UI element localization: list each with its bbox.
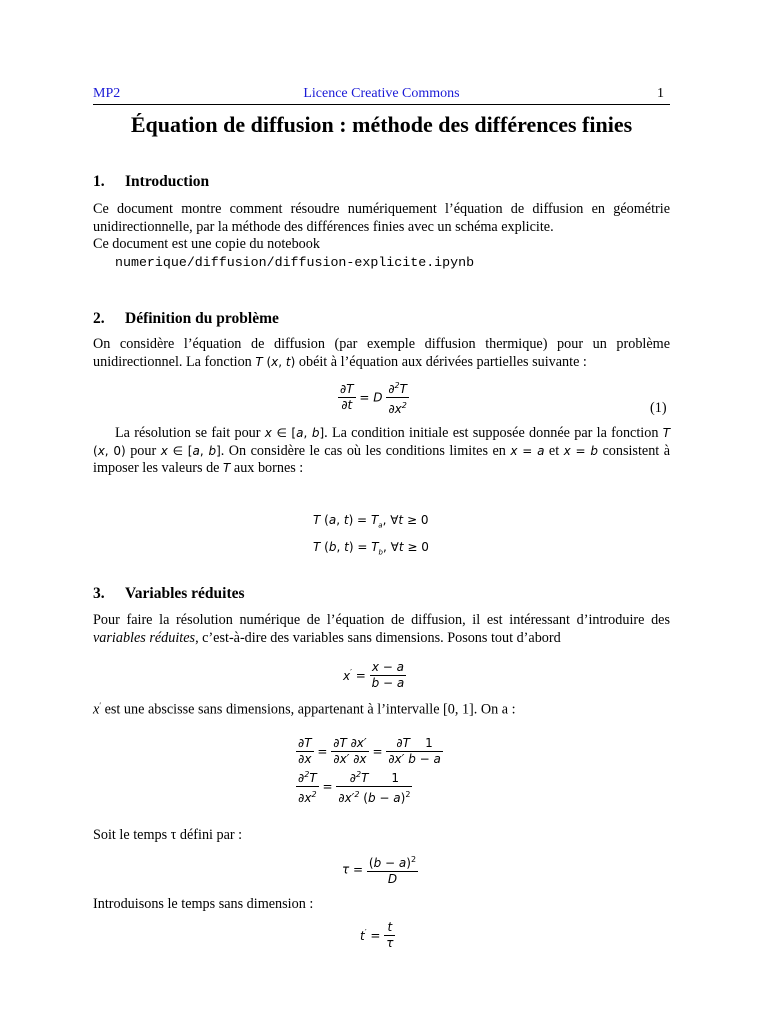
reduced-emphasis: variables réduites xyxy=(93,629,196,646)
reduced-paragraph-2: x′ est une abscisse sans dimensions, appartenant à l’intervalle [0, 1]. On a : xyxy=(93,701,516,718)
problem-text-c: La résolution se fait pour xyxy=(115,425,261,441)
reduced-text-a: Pour faire la résolution numérique de l’équation de diffusion, il est intéressant d’introduire des xyxy=(93,612,670,628)
problem-text-e: pour xyxy=(130,442,157,459)
problem-paragraph-1: On considère l’équation de diffusion (par exemple diffusion thermique) pour un problème unidirectionnel. La fonction T (x, t) obéit à l’équation aux dérivées partielles suivante : xyxy=(93,336,670,370)
header-course: MP2 xyxy=(93,86,121,101)
section-title: Variables réduites xyxy=(125,585,245,602)
boundary-conditions: T (a, $t) = T_a$, ∀t ≥ 0 T (b, $t) = T_b$, ∀t ≥ 0 xyxy=(313,513,429,557)
problem-text-a: On considère l’équation de diffusion (par exemple diffusion thermique) pour un problème unidirectionnel. La fonction xyxy=(93,336,670,370)
section-heading-reduced-variables xyxy=(93,585,245,603)
problem-text-i: aux bornes : xyxy=(233,460,304,476)
section-title: Introduction xyxy=(125,173,210,190)
problem-text-h: consistent à imposer les valeurs de xyxy=(93,442,671,476)
page-header xyxy=(93,86,670,104)
problem-text-g: et xyxy=(548,442,560,459)
diffusion-equation: $\frac{\partial T}{\partial t}$ = D $\frac{\partial^2T}{\partial x^2}$ xyxy=(340,381,407,416)
intro-notebook-text: Ce document est une copie du notebook xyxy=(93,236,320,252)
reduced-text-c: est une abscisse sans dimensions, appartenant à l’intervalle [0, 1]. On a : xyxy=(104,701,516,718)
reduced-x-equation: x′ = $\frac{x - a}{b - a}$ xyxy=(343,660,405,690)
reduced-paragraph-3: Soit le temps τ défini par : xyxy=(93,827,243,843)
header-page-number: 1 xyxy=(657,86,664,101)
problem-text-d: . La condition initiale est supposée donnée par la fonction xyxy=(324,425,659,441)
reduced-paragraph-4: Introduisons le temps sans dimension : xyxy=(93,896,314,912)
page-title: Équation de diffusion : méthode des différences finies xyxy=(130,112,633,137)
equation-number: (1) xyxy=(650,400,667,416)
reduced-paragraph-1 xyxy=(93,612,670,647)
intro-text: Ce document montre comment résoudre numériquement l’équation de diffusion en géométrie unidirectionnelle, par la méthode des différences finies avec un schéma explicite. xyxy=(93,201,670,235)
section-heading-introduction xyxy=(93,173,209,191)
problem-paragraph-2: La résolution se fait pour x ∈ [a, b]. La condition initiale est supposée donnée par la fonction T (x, 0) pour x ∈ [a, b]. On considère le cas où les conditions limites en x = a et x = b consistent à imposer les valeurs de T aux bornes : xyxy=(93,425,671,476)
section-heading-problem xyxy=(93,310,279,328)
section-number: 1. xyxy=(93,173,105,190)
tau-equation: τ = $\frac{(b - a)^2}{D}$ xyxy=(342,855,417,886)
section-title: Définition du problème xyxy=(125,310,279,327)
section-number: 3. xyxy=(93,585,105,602)
intro-paragraph xyxy=(93,201,670,271)
section-number: 2. xyxy=(93,310,105,327)
notebook-path: numerique/diffusion/diffusion-explicite.ipynb xyxy=(115,254,475,270)
reduced-time-equation: t′ = $\frac{t}{\tau}$ xyxy=(360,920,394,950)
derivative-equations: $\frac{\partial T}{\partial x}$ = $\frac{\partial T \partial x'}{\partial x' \partial x}$ = $\frac{\partial T 1}{\partial x' b - a}$ $\frac{\partial^2T}{\partial x^2}$ = $\frac{\partial^2T 1}{\partial x'^2 (b - a)^2}$ xyxy=(298,736,441,805)
problem-text-f: . On considère le cas où les conditions limites en xyxy=(220,442,506,459)
header-license: Licence Creative Commons xyxy=(303,86,460,101)
header-rule xyxy=(93,104,670,105)
problem-text-b: obéit à l’équation aux dérivées partielles suivante : xyxy=(298,353,587,370)
reduced-text-b: , c’est-à-dire des variables sans dimensions. Posons tout d’abord xyxy=(195,629,561,646)
